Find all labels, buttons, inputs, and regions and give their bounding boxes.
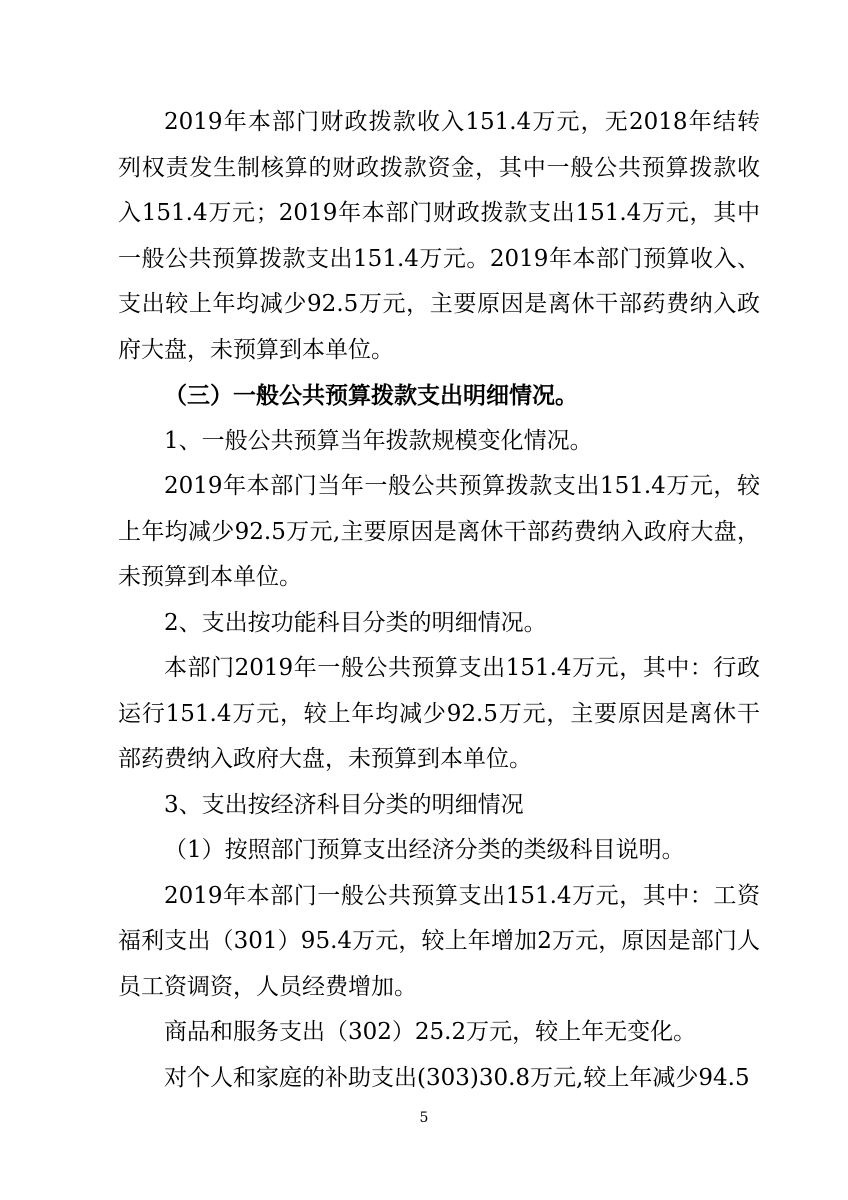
section-heading-3: （三）一般公共预算拨款支出明细情况。 [164,382,578,409]
body-text [118,100,760,1101]
paragraph-wages-welfare: 2019年本部门一般公共预算支出151.4万元，其中：工资福利支出（301）95.4万元，较上年增加2万元，原因是部门人员工资调资，人员经费增加。 [118,882,760,1000]
subheading-1: 1、一般公共预算当年拨款规模变化情况。 [164,427,593,454]
paragraph-household-subsidy: 对个人和家庭的补助支出(303)30.8万元,较上年减少94.5 [164,1064,750,1091]
subheading-3: 3、支出按经济科目分类的明细情况 [164,791,524,818]
paragraph-functional-detail: 本部门2019年一般公共预算支出151.4万元，其中：行政运行151.4万元，较上年均减少92.5万元，主要原因是离休干部药费纳入政府大盘，未预算到本单位。 [118,655,760,772]
paragraph-budget-summary: 2019年本部门财政拨款收入151.4万元，无2018年结转列权责发生制核算的财政拨款资金，其中一般公共预算拨款收入151.4万元；2019年本部门财政拨款支出151.4万元，其中一般公共预算拨款支出151.4万元。2019年本部门预算收入、支出较上年均减少92.5万元，主要原因是离休干部药费纳入政府大盘，未预算到本单位。 [118,109,760,363]
page-number: 5 [419,1110,429,1126]
subheading-2: 2、支出按功能科目分类的明细情况。 [164,609,547,636]
paragraph-goods-services: 商品和服务支出（302）25.2万元，较上年无变化。 [164,1019,697,1045]
subheading-3-1: （1）按照部门预算支出经济分类的类级科目说明。 [164,837,685,863]
paragraph-scale-change: 2019年本部门当年一般公共预算拨款支出151.4万元，较上年均减少92.5万元,主要原因是离休干部药费纳入政府大盘，未预算到本单位。 [118,473,760,590]
